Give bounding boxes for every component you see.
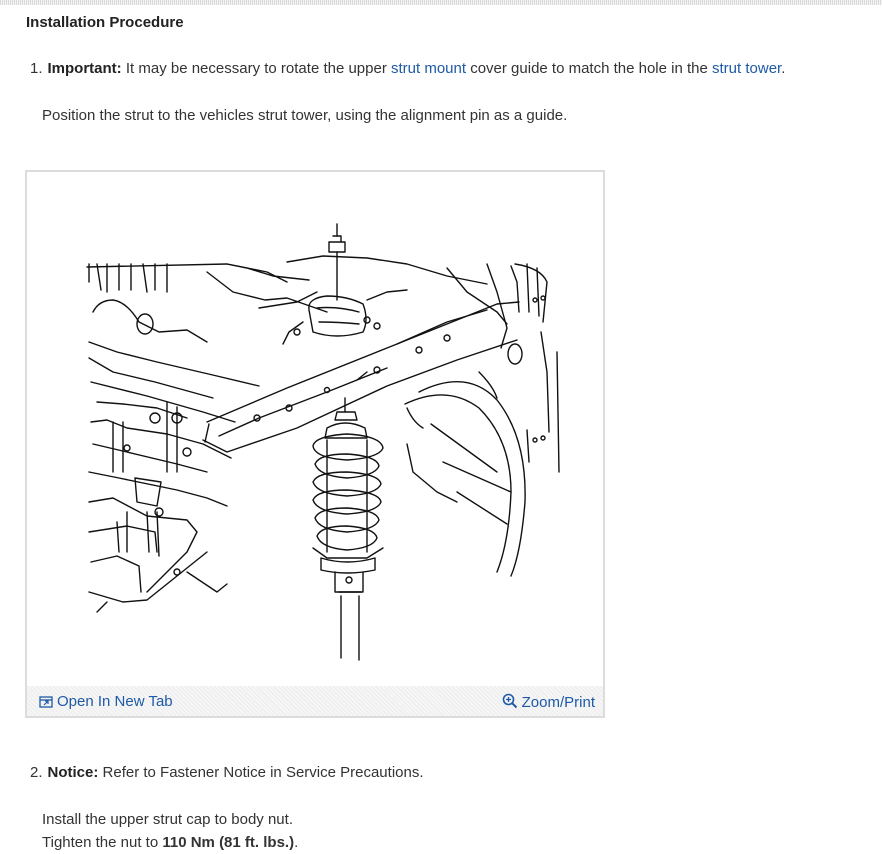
torque-period: . <box>294 834 299 851</box>
step-number: 1. <box>30 60 43 77</box>
step-1-text-b: cover guide to match the hole in the <box>466 60 713 77</box>
strut-tower-link[interactable]: strut tower <box>712 60 782 77</box>
figure-toolbar <box>27 686 603 716</box>
section-title: Installation Procedure <box>26 14 184 31</box>
step-1-body: Position the strut to the vehicles strut tower, using the alignment pin as a guide. <box>42 107 568 124</box>
step-2-body <box>42 808 298 854</box>
strut-installation-figure <box>25 170 605 718</box>
top-divider <box>0 0 882 5</box>
step-2-heading <box>30 764 424 781</box>
step-2-line-2 <box>42 831 298 854</box>
open-new-tab-icon <box>39 696 53 708</box>
step-1-heading <box>30 60 785 77</box>
important-label: Important: <box>47 60 122 77</box>
step-2-line-1: Install the upper strut cap to body nut. <box>42 811 293 828</box>
magnifier-zoom-icon <box>502 693 518 709</box>
strut-diagram-svg <box>27 172 603 686</box>
zoom-print-label: Zoom/Print <box>521 694 595 711</box>
notice-label: Notice: <box>47 764 99 781</box>
step-2-text: Refer to Fastener Notice in Service Precautions. <box>98 764 424 781</box>
strut-illustration <box>27 172 603 686</box>
open-in-new-tab-link[interactable] <box>39 693 173 710</box>
torque-value: 110 Nm (81 ft. lbs.) <box>162 834 295 851</box>
step-1-period: . <box>781 60 786 77</box>
torque-text: Tighten the nut to <box>42 834 163 851</box>
zoom-print-link[interactable] <box>502 693 595 711</box>
step-number: 2. <box>30 764 43 781</box>
strut-mount-link[interactable]: strut mount <box>391 60 467 77</box>
open-in-new-tab-label: Open In New Tab <box>57 693 173 710</box>
step-1-text: It may be necessary to rotate the upper <box>121 60 391 77</box>
